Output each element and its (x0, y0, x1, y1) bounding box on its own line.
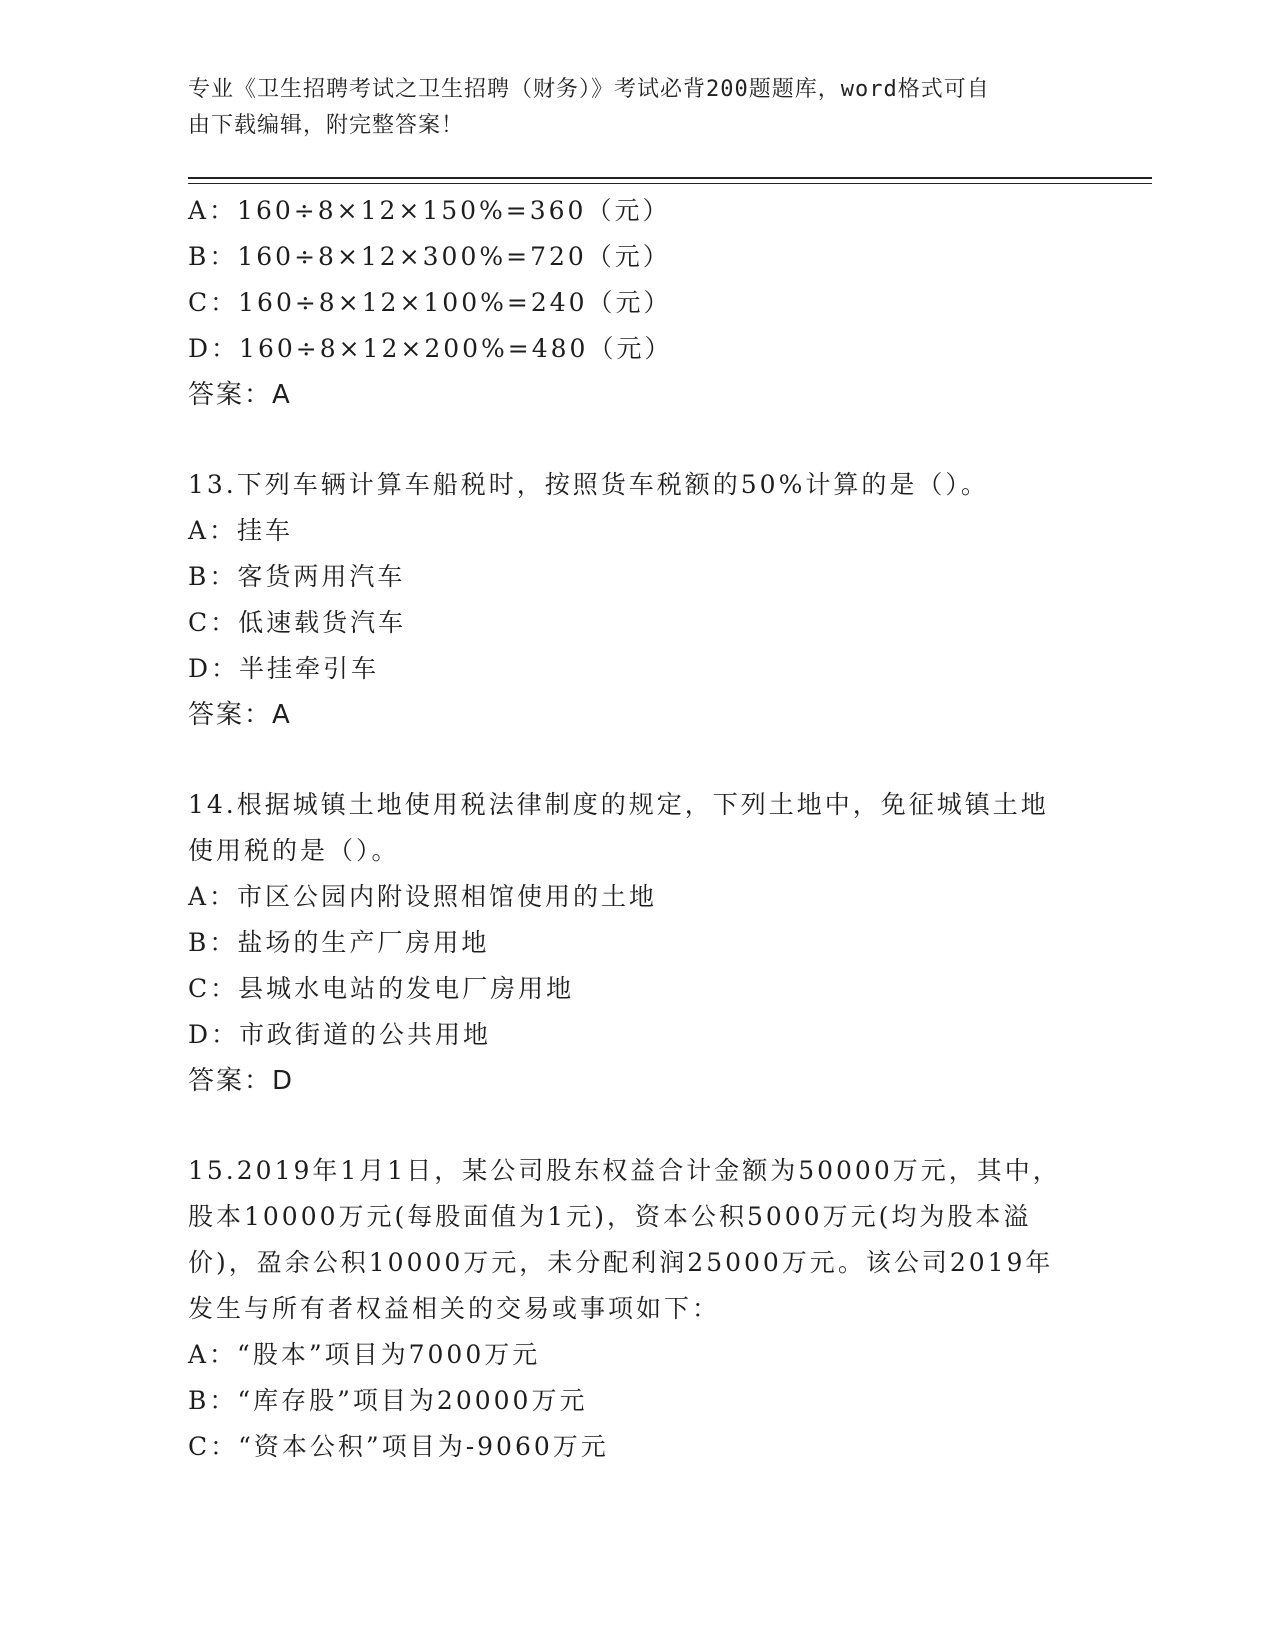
option-b: B：盐场的生产厂房用地 (188, 928, 490, 957)
question-stem: 价)，盈余公积10000万元，未分配利润25000万元。该公司2019年 (188, 1248, 1054, 1277)
header-divider-thin (188, 183, 1152, 184)
option-b: B：“库存股”项目为20000万元 (188, 1386, 588, 1415)
option-d: D：市政街道的公共用地 (188, 1020, 492, 1049)
page-header (188, 72, 1068, 144)
header-line-2: 由下载编辑，附完整答案！ (188, 113, 465, 138)
option-b: B：160÷8×12×300%=720（元） (188, 242, 671, 271)
question-content (188, 188, 1088, 1470)
question-15 (188, 1148, 1088, 1470)
option-d: D：160÷8×12×200%=480（元） (188, 334, 673, 363)
option-a: A：挂车 (188, 516, 294, 545)
spacer (188, 418, 1088, 462)
option-d: D：半挂牵引车 (188, 654, 380, 683)
header-line-1: 专业《卫生招聘考试之卫生招聘（财务）》考试必背200题题库，word格式可自 (188, 77, 990, 102)
question-stem: 发生与所有者权益相关的交易或事项如下： (188, 1294, 721, 1323)
question-stem: 股本10000万元(每股面值为1元)，资本公积5000万元(均为股本溢 (188, 1202, 1032, 1231)
question-stem: 14.根据城镇土地使用税法律制度的规定，下列土地中，免征城镇土地 (188, 790, 1049, 819)
question-13 (188, 462, 1088, 738)
header-divider-thick (188, 177, 1152, 179)
option-b: B：客货两用汽车 (188, 562, 406, 591)
question-stem: 使用税的是（）。 (188, 836, 400, 865)
option-c: C：县城水电站的发电厂房用地 (188, 974, 575, 1003)
option-a: A：市区公园内附设照相馆使用的土地 (188, 882, 658, 911)
question-stem: 15.2019年1月1日，某公司股东权益合计金额为50000万元，其中， (188, 1156, 1061, 1185)
option-a: A：“股本”项目为7000万元 (188, 1340, 541, 1369)
answer-line: 答案：A (188, 700, 292, 730)
option-c: C：160÷8×12×100%=240（元） (188, 288, 672, 317)
question-14 (188, 782, 1088, 1104)
spacer (188, 1104, 1088, 1148)
question-stem: 13.下列车辆计算车船税时，按照货车税额的50%计算的是（）。 (188, 470, 989, 499)
spacer (188, 738, 1088, 782)
answer-line: 答案：D (188, 1066, 295, 1096)
option-c: C：低速载货汽车 (188, 608, 407, 637)
answer-line: 答案：A (188, 380, 292, 410)
option-c: C：“资本公积”项目为-9060万元 (188, 1432, 609, 1461)
continued-question (188, 188, 1088, 418)
option-a: A：160÷8×12×150%=360（元） (188, 196, 671, 225)
